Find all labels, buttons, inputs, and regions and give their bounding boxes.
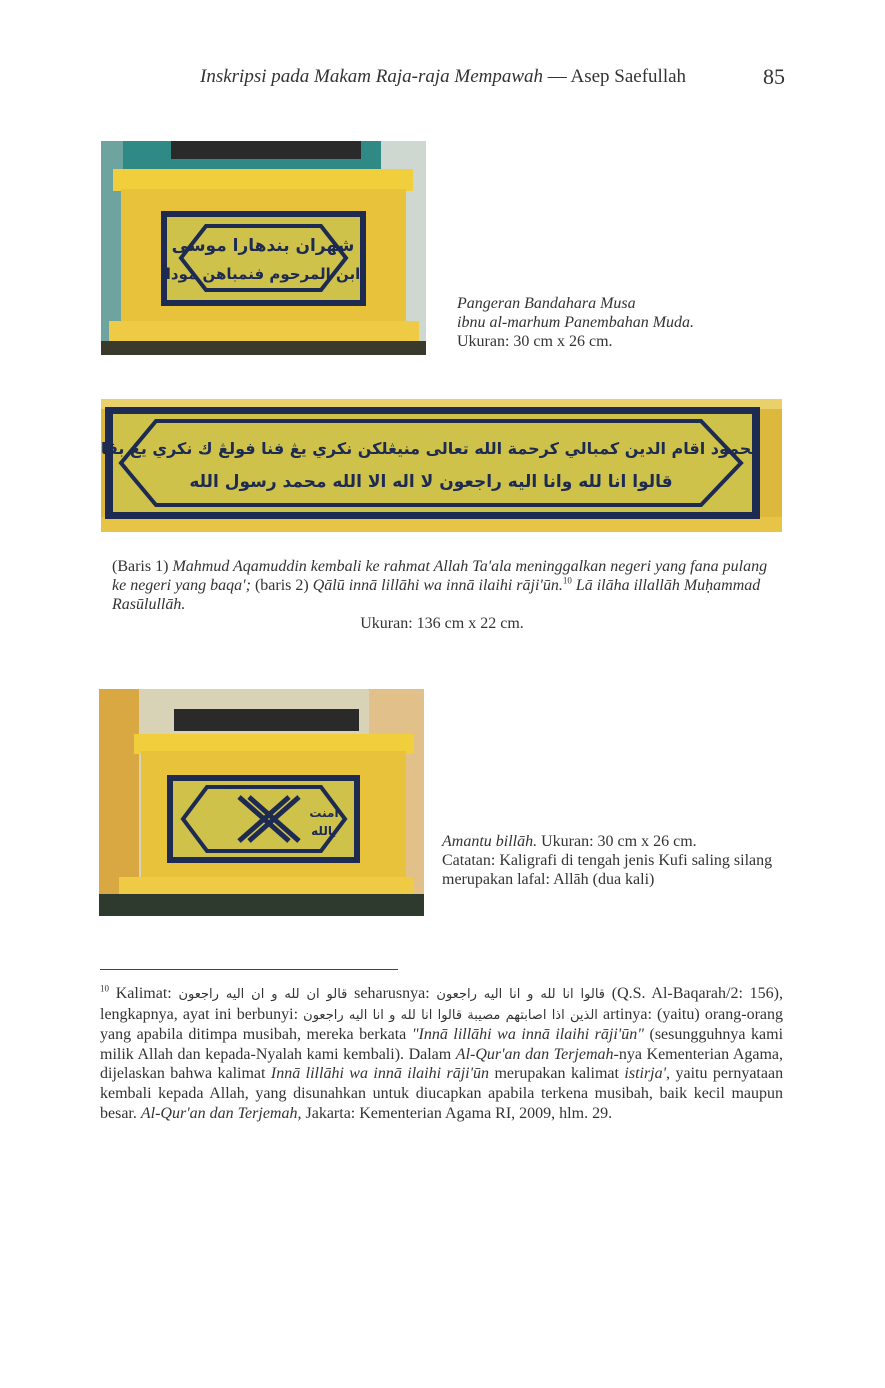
inscription-line-2: ابن المرحوم فنمباهن مودا — [165, 265, 361, 283]
caption-3-title: Amantu billāh. — [442, 833, 538, 850]
tombstone-photo-1 — [101, 141, 426, 355]
arabic-phrase: قالو ان لله و ان اليه راجعون — [178, 987, 348, 1002]
figure-2-caption — [112, 557, 772, 633]
caption-1-line-1: Pangeran Bandahara Musa — [457, 295, 636, 312]
running-header — [200, 66, 785, 88]
caption-2-baris1-text: Mahmud Aqamuddin kembali ke rahmat Allah Ta'ala meninggalkan negeri yang fana pulang ke negeri yang baqa'; — [112, 558, 768, 594]
caption-2-shahada: Lā ilāha illallāh Muḥammad Rasūlullāh. — [112, 577, 761, 613]
footnote-text: nya Kementerian Agama, dijelaskan bahwa kalimat — [100, 1045, 784, 1083]
caption-3-size: Ukuran: 30 cm x 26 cm. — [541, 833, 697, 850]
footnote-citation: Al-Qur'an dan Terjemah, — [140, 1104, 302, 1122]
header-separator: — — [547, 66, 567, 87]
footnote-text: (sesungguhnya kami milik Allah dan kepada-Nyalah kami kembali). Dalam — [100, 1026, 784, 1063]
figure-1-caption — [457, 294, 797, 351]
caption-3-note: Catatan: Kaligrafi di tengah jenis Kufi saling silang merupakan lafal: Allāh (dua kali) — [442, 852, 773, 888]
caption-2-baris2-text: Qālū innā lillāhi wa innā ilaihi rāji'ūn. — [312, 577, 563, 594]
footnote-text: , yaitu pernyataan kembali kepada Allah, yang disunahkan untuk diucapkan apabila terkena musibah, baik kecil maupun besar. — [100, 1065, 784, 1122]
tombstone-photo-3 — [99, 689, 424, 916]
arabic-phrase: قالوا انا لله و انا اليه راجعون — [436, 987, 605, 1002]
footnote-italic: Al-Qur'an dan Terjemah- — [455, 1045, 619, 1063]
footnote-italic: Innā lillāhi wa innā ilaihi rāji'ūn — [270, 1065, 490, 1083]
footnote-italic: "Innā lillāhi wa innā ilaihi rāji'ūn" — [411, 1026, 644, 1044]
footnote-text: (Q.S. Al-Baqarah/2: 156), lengkapnya, ayat ini berbunyi: — [100, 985, 783, 1023]
caption-2-baris1-label: (Baris 1) — [112, 558, 169, 575]
footnote-number: 10 — [100, 983, 109, 994]
caption-2-size: Ukuran: 136 cm x 22 cm. — [360, 615, 524, 632]
inscription-line-1: محمود اقام الدين كمبالي كرحمة الله تعالى منيڠلكن نكري يڠ فنا فولڠ ك نكري يڠ بقا — [101, 439, 762, 458]
tombstone-photo-2 — [101, 399, 782, 532]
footnote-text: seharusnya: — [354, 985, 430, 1002]
inscription-word-1: امنت — [309, 806, 339, 820]
caption-1-line-2: ibnu al-marhum Panembahan Muda. — [457, 314, 695, 331]
header-author: Asep Saefullah — [570, 66, 687, 87]
footnote-divider — [100, 969, 398, 970]
footnote-text: merupakan kalimat — [494, 1065, 619, 1083]
running-title: Inskripsi pada Makam Raja-raja Mempawah — [200, 66, 544, 87]
footnote-ref[interactable]: 10 — [562, 575, 572, 586]
footnote-text: artinya: (yaitu) orang-orang yang apabila ditimpa musibah, mereka berkata — [100, 1005, 784, 1044]
inscription-line-1: شهران بندهارا موسى — [171, 236, 355, 256]
arabic-phrase: الذين اذا اصابتهم مصيبة قالوا انا لله و انا اليه راجعون — [303, 1007, 598, 1023]
footnote-italic: istirja' — [624, 1065, 667, 1083]
footnote-text: Jakarta: Kementerian Agama RI, 2009, hlm. 29. — [305, 1104, 613, 1122]
inscription-line-2: قالوا انا لله وانا اليه راجعون لا اله الا الله محمد رسول الله — [189, 472, 673, 492]
footnote-10 — [100, 984, 783, 1123]
figure-3-caption — [442, 832, 782, 889]
page-number: 85 — [763, 64, 785, 89]
caption-1-size: Ukuran: 30 cm x 26 cm. — [457, 333, 613, 350]
footnote-text: Kalimat: — [115, 985, 172, 1002]
caption-2-baris2-label: (baris 2) — [254, 577, 309, 594]
inscription-word-2: بالله — [311, 824, 337, 838]
